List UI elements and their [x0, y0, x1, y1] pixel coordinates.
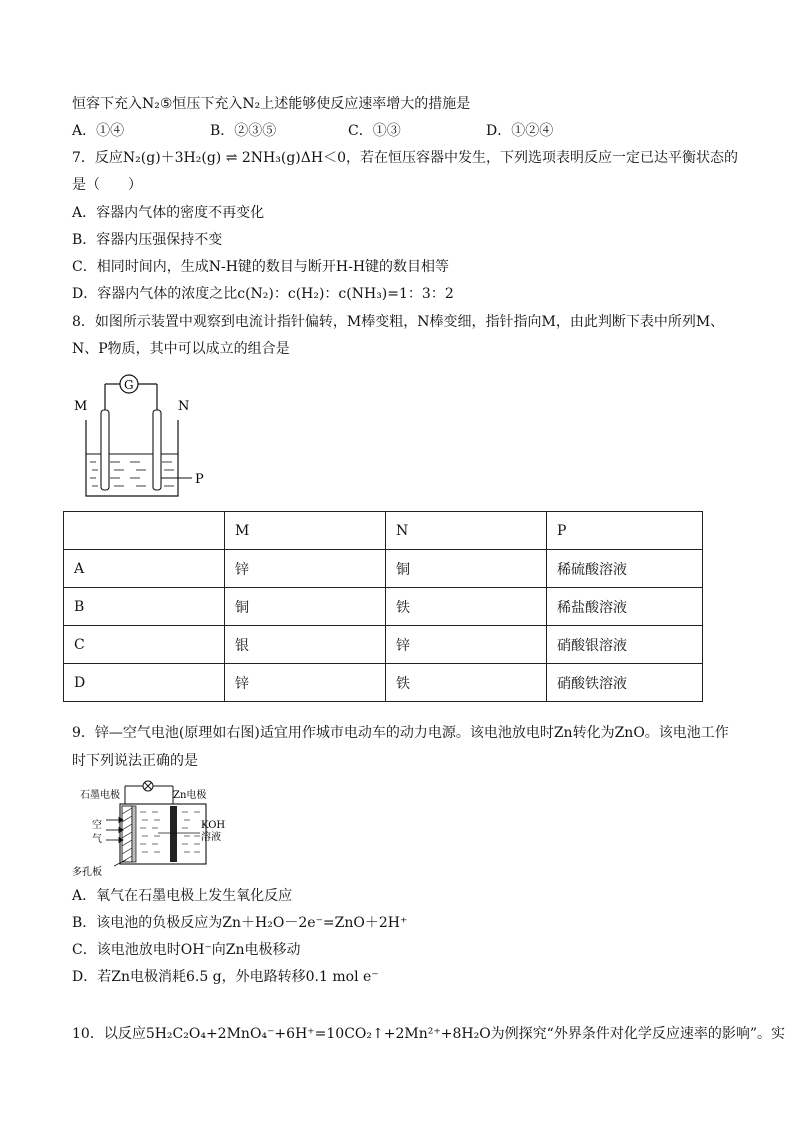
- q8-cell-figure: [70, 368, 220, 503]
- q9-zn-label: Zn电极: [173, 790, 207, 801]
- q7-stem-line1: 7．反应N₂(g)＋3H₂(g) ⇌ 2NH₃(g)ΔH＜0，若在恒压容器中发生，下列选项表明反应一定已达平衡状态的: [72, 150, 738, 166]
- table-cell: D: [64, 664, 225, 702]
- q8-g-label: G: [124, 378, 134, 392]
- q7-option-c: C．相同时间内，生成N-H键的数目与断开H-H键的数目相等: [72, 259, 450, 275]
- q9-stem-line1: 9．锌—空气电池(原理如右图)适宜用作城市电动车的动力电源。该电池放电时Zn转化为ZnO。该电池工作: [72, 725, 729, 741]
- table-cell: 银: [225, 626, 386, 664]
- table-cell: 铜: [225, 588, 386, 626]
- graphite-electrode: [132, 806, 136, 862]
- zn-electrode: [170, 806, 177, 862]
- table-row: [64, 626, 703, 664]
- q8-p-label: P: [195, 472, 204, 487]
- q9-option-d: D．若Zn电极消耗6.5 g，外电路转移0.1 mol e⁻: [72, 969, 379, 985]
- q9-option-b: B．该电池的负极反应为Zn＋H₂O－2e⁻=ZnO＋2H⁺: [72, 915, 408, 931]
- q9-solution-label: 溶液: [201, 832, 221, 843]
- table-cell: 稀硫酸溶液: [547, 550, 703, 588]
- q10-stem-line1: 10．以反应5H₂C₂O₄+2MnO₄⁻+6H⁺=10CO₂↑+2Mn²⁺+8H₂O为例探究“外界条件对化学反应速率的影响”。实: [72, 1026, 785, 1042]
- q8-m-label: M: [74, 399, 88, 414]
- table-header-cell: N: [386, 512, 547, 550]
- porous-plate: [122, 806, 132, 862]
- table-cell: 铁: [386, 664, 547, 702]
- table-cell: 硝酸银溶液: [547, 626, 703, 664]
- table-cell: 锌: [225, 550, 386, 588]
- q6-option-b: B．②③⑤: [210, 123, 277, 139]
- electrode-m: [101, 410, 109, 490]
- q9-plate-label: 多孔板: [72, 867, 102, 878]
- table-cell: 硝酸铁溶液: [547, 664, 703, 702]
- table-cell: C: [64, 626, 225, 664]
- q8-stem-line1: 8．如图所示装置中观察到电流计指针偏转，M棒变粗，N棒变细，指针指向M，由此判断下表中所列M、: [72, 314, 725, 330]
- q8-table: [63, 511, 703, 702]
- q9-graphite-label: 石墨电极: [80, 790, 120, 801]
- q9-air-label-1: 空: [92, 820, 102, 831]
- table-cell: B: [64, 588, 225, 626]
- table-header-cell: M: [225, 512, 386, 550]
- q8-n-label: N: [178, 399, 190, 414]
- q9-stem-line2: 时下列说法正确的是: [72, 753, 198, 769]
- q6-option-a: A．①④: [72, 123, 125, 139]
- table-cell: 锌: [225, 664, 386, 702]
- table-cell: 稀盐酸溶液: [547, 588, 703, 626]
- table-cell: A: [64, 550, 225, 588]
- q9-option-c: C．该电池放电时OH⁻向Zn电极移动: [72, 942, 301, 958]
- q6-option-c: C．①③: [348, 123, 401, 139]
- q7-option-d: D．容器内气体的浓度之比c(N₂)：c(H₂)：c(NH₃)=1：3：2: [72, 286, 454, 302]
- q9-battery-figure: [70, 776, 250, 881]
- table-row: [64, 588, 703, 626]
- q7-option-a: A．容器内气体的密度不再变化: [72, 205, 265, 221]
- q9-option-a: A．氧气在石墨电极上发生氧化反应: [72, 888, 293, 904]
- table-cell: 铁: [386, 588, 547, 626]
- q9-air-label-2: 气: [92, 834, 102, 845]
- q6-options: [72, 121, 722, 141]
- table-cell: 铜: [386, 550, 547, 588]
- table-row: [64, 550, 703, 588]
- q7-option-b: B．容器内压强保持不变: [72, 232, 223, 248]
- q6-tail: 恒容下充入N₂⑤恒压下充入N₂上述能够使反应速率增大的措施是: [72, 96, 471, 112]
- table-header-cell: P: [547, 512, 703, 550]
- q9-koh-label: KOH: [201, 820, 226, 831]
- table-cell: 锌: [386, 626, 547, 664]
- q8-stem-line2: N、P物质，其中可以成立的组合是: [72, 341, 290, 357]
- table-header-cell: [64, 512, 225, 550]
- beaker-icon: [86, 420, 178, 496]
- electrode-n: [153, 410, 161, 490]
- q7-stem-line2: 是（ ）: [72, 177, 142, 193]
- table-header-row: [64, 512, 703, 550]
- table-row: [64, 664, 703, 702]
- q6-option-d: D．①②④: [486, 123, 554, 139]
